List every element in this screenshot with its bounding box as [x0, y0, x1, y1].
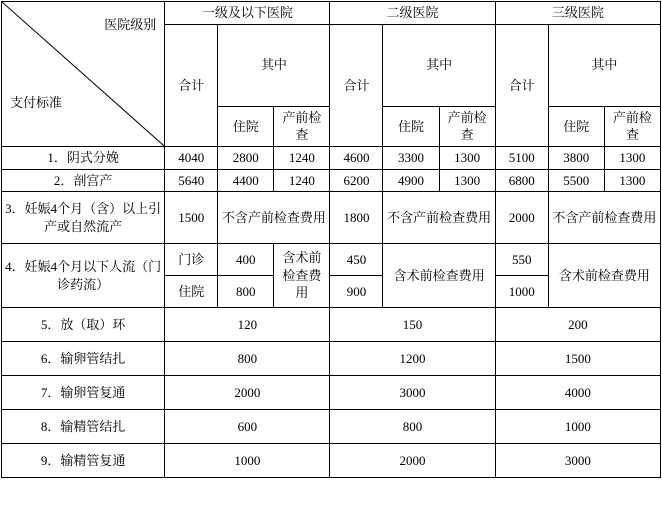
row-label-tubal-recanalization: 7．输卵管复通 — [2, 376, 165, 410]
cell-r2-l2-prenatal: 1300 — [439, 169, 495, 192]
cell-r2-l3-inpatient: 5500 — [548, 169, 604, 192]
table-header-row-1 — [2, 2, 661, 25]
cell-r2-l1-total: 5640 — [165, 169, 218, 192]
cell-r7-l3-total: 4000 — [495, 376, 660, 410]
cell-r1-l1-total: 4040 — [165, 147, 218, 170]
cell-r2-l3-prenatal: 1300 — [604, 169, 660, 192]
cell-r3-l2-total: 1800 — [330, 192, 383, 244]
cell-r5-l3-total: 200 — [495, 308, 660, 342]
table-row — [2, 244, 661, 276]
header-corner-cell — [2, 2, 165, 147]
row-label-iud: 5．放（取）环 — [2, 308, 165, 342]
cell-r2-l3-total: 6800 — [495, 169, 548, 192]
cell-r6-l3-total: 1500 — [495, 342, 660, 376]
cell-r1-l3-inpatient: 3800 — [548, 147, 604, 170]
cell-r4-l3-outpatient: 550 — [495, 244, 548, 276]
header-level1-total: 合计 — [165, 24, 218, 146]
header-level2: 二级医院 — [330, 2, 495, 25]
cell-r9-l1-total: 1000 — [165, 444, 330, 478]
cell-r8-l2-total: 800 — [330, 410, 495, 444]
table-row — [2, 410, 661, 444]
header-level1-prenatal: 产前检查 — [274, 106, 330, 146]
cell-r9-l2-total: 2000 — [330, 444, 495, 478]
header-level2-inpatient: 住院 — [383, 106, 439, 146]
row-label-tubal-ligation: 6．输卵管结扎 — [2, 342, 165, 376]
row-label-induced-labor: 3．妊娠4个月（含）以上引产或自然流产 — [2, 192, 165, 244]
maternity-fee-table — [1, 1, 661, 478]
cell-r4-l3-note: 含术前检查费用 — [548, 244, 660, 308]
table-row — [2, 169, 661, 192]
cell-r4-l2-note: 含术前检查费用 — [383, 244, 495, 308]
header-level2-among: 其中 — [383, 24, 495, 106]
header-level3-total: 合计 — [495, 24, 548, 146]
header-level2-total: 合计 — [330, 24, 383, 146]
row-sublabel-outpatient: 门诊 — [165, 244, 218, 276]
header-level3-inpatient: 住院 — [548, 106, 604, 146]
header-level3: 三级医院 — [495, 2, 660, 25]
cell-r2-l1-inpatient: 4400 — [218, 169, 274, 192]
cell-r3-l1-note: 不含产前检查费用 — [218, 192, 330, 244]
cell-r4-l3-inpatient: 1000 — [495, 276, 548, 308]
header-level1: 一级及以下医院 — [165, 2, 330, 25]
cell-r6-l1-total: 800 — [165, 342, 330, 376]
header-level2-prenatal: 产前检查 — [439, 106, 495, 146]
cell-r4-l2-inpatient: 900 — [330, 276, 383, 308]
row-label-vaginal-delivery: 1．阴式分娩 — [2, 147, 165, 170]
cell-r4-l1-note: 含术前检查费用 — [274, 244, 330, 308]
row-sublabel-inpatient: 住院 — [165, 276, 218, 308]
cell-r4-l1-inpatient: 800 — [218, 276, 274, 308]
cell-r4-l1-outpatient: 400 — [218, 244, 274, 276]
row-label-cesarean: 2．剖宫产 — [2, 169, 165, 192]
table-row — [2, 308, 661, 342]
cell-r7-l2-total: 3000 — [330, 376, 495, 410]
table-row — [2, 342, 661, 376]
cell-r2-l1-prenatal: 1240 — [274, 169, 330, 192]
cell-r8-l1-total: 600 — [165, 410, 330, 444]
cell-r1-l3-total: 5100 — [495, 147, 548, 170]
header-payment-standard-label: 支付标准 — [10, 95, 63, 111]
cell-r1-l2-total: 4600 — [330, 147, 383, 170]
cell-r3-l3-note: 不含产前检查费用 — [548, 192, 660, 244]
cell-r3-l2-note: 不含产前检查费用 — [383, 192, 495, 244]
cell-r2-l2-total: 6200 — [330, 169, 383, 192]
header-level3-among: 其中 — [548, 24, 660, 106]
cell-r1-l2-prenatal: 1300 — [439, 147, 495, 170]
header-level1-among: 其中 — [218, 24, 330, 106]
cell-r5-l1-total: 120 — [165, 308, 330, 342]
cell-r5-l2-total: 150 — [330, 308, 495, 342]
cell-r1-l1-prenatal: 1240 — [274, 147, 330, 170]
cell-r9-l3-total: 3000 — [495, 444, 660, 478]
header-hospital-level-label: 医院级别 — [104, 17, 157, 32]
table-row — [2, 376, 661, 410]
row-label-early-abortion: 4．妊娠4个月以下人流（门诊药流） — [2, 244, 165, 308]
header-level3-prenatal: 产前检查 — [604, 106, 660, 146]
cell-r6-l2-total: 1200 — [330, 342, 495, 376]
table-row — [2, 192, 661, 244]
cell-r1-l2-inpatient: 3300 — [383, 147, 439, 170]
table-row — [2, 147, 661, 170]
cell-r3-l1-total: 1500 — [165, 192, 218, 244]
table-row — [2, 444, 661, 478]
cell-r1-l3-prenatal: 1300 — [604, 147, 660, 170]
cell-r2-l2-inpatient: 4900 — [383, 169, 439, 192]
cell-r8-l3-total: 1000 — [495, 410, 660, 444]
document-sheet — [0, 1, 662, 528]
header-level1-inpatient: 住院 — [218, 106, 274, 146]
row-label-vas-recanalization: 9．输精管复通 — [2, 444, 165, 478]
row-label-vasectomy: 8．输精管结扎 — [2, 410, 165, 444]
cell-r7-l1-total: 2000 — [165, 376, 330, 410]
cell-r1-l1-inpatient: 2800 — [218, 147, 274, 170]
cell-r3-l3-total: 2000 — [495, 192, 548, 244]
cell-r4-l2-outpatient: 450 — [330, 244, 383, 276]
